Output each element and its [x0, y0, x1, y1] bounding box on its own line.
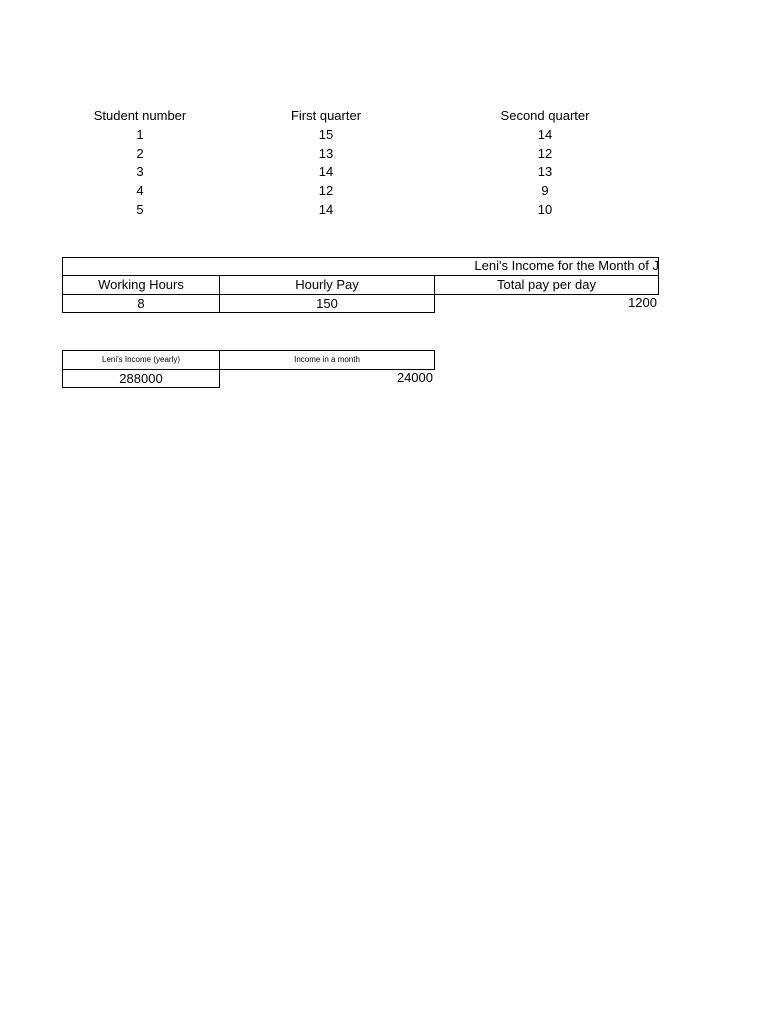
hourly-pay-value: 150 [219, 294, 435, 313]
second-quarter-cell: 12 [537, 146, 553, 161]
student-number-cell: 1 [136, 127, 144, 142]
student-number-cell: 2 [136, 146, 144, 161]
student-number-cell: 4 [136, 183, 144, 198]
income-table-title-text: Leni's Income for the Month of J [474, 258, 659, 273]
student-number-cell: 3 [136, 164, 144, 179]
first-quarter-cell: 15 [318, 127, 334, 142]
first-quarter-cell: 14 [318, 164, 334, 179]
first-quarter-cell: 12 [318, 183, 334, 198]
working-hours-value: 8 [62, 294, 220, 313]
table-row [0, 126, 768, 145]
table-row [0, 145, 768, 164]
header-first-quarter: First quarter [290, 108, 362, 123]
table-row [0, 182, 768, 201]
first-quarter-cell: 14 [318, 202, 334, 217]
header-student-number: Student number [93, 108, 187, 123]
header-income-in-a-month: Income in a month [219, 350, 435, 370]
monthly-income-value: 24000 [396, 370, 433, 385]
table-row [0, 201, 768, 220]
header-second-quarter: Second quarter [500, 108, 590, 123]
grades-header-row [0, 107, 768, 126]
header-total-pay-per-day: Total pay per day [434, 275, 659, 295]
second-quarter-cell: 13 [537, 164, 553, 179]
total-pay-per-day-value: 1200 [628, 295, 657, 310]
second-quarter-cell: 9 [541, 183, 549, 198]
header-working-hours: Working Hours [62, 275, 220, 295]
second-quarter-cell: 10 [537, 202, 553, 217]
student-number-cell: 5 [136, 202, 144, 217]
table-row [0, 163, 768, 182]
second-quarter-cell: 14 [537, 127, 553, 142]
first-quarter-cell: 13 [318, 146, 334, 161]
income-table-title [64, 257, 659, 276]
header-hourly-pay: Hourly Pay [219, 275, 435, 295]
yearly-income-value: 288000 [62, 369, 220, 388]
header-yearly-income: Leni's Income (yearly) [62, 350, 220, 370]
